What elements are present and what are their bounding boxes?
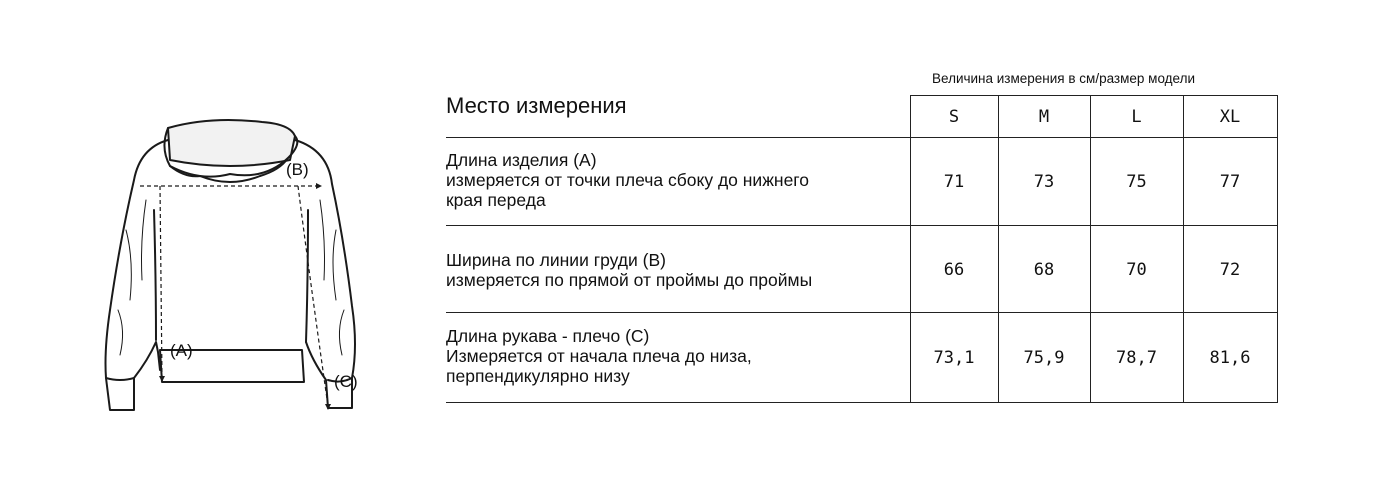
size-header-l: L <box>1131 107 1142 127</box>
cell-value: 78,7 <box>1116 348 1157 368</box>
size-header-m: M <box>1038 107 1050 127</box>
table-divider <box>1277 95 1278 403</box>
row-desc: перпендикулярно низу <box>446 366 630 386</box>
cell-value: 70 <box>1126 260 1147 280</box>
table-caption: Величина измерения в см/размер модели <box>932 71 1196 86</box>
cell-value: 68 <box>1033 260 1055 280</box>
table-divider <box>446 312 1277 313</box>
cell-value: 73,1 <box>933 348 975 368</box>
cell-value: 71 <box>943 172 965 192</box>
place-header: Место измерения <box>446 93 627 118</box>
label-b: (B) <box>286 160 309 179</box>
row-title: Ширина по линии груди (B) <box>446 250 666 270</box>
row-length <box>446 150 896 210</box>
cell-value: 81,6 <box>1209 348 1251 368</box>
row-desc: края переда <box>446 190 546 210</box>
size-header-s: S <box>948 107 960 127</box>
table-divider <box>446 137 1277 138</box>
row-title: Длина изделия (A) <box>446 150 597 170</box>
cell-value: 77 <box>1219 172 1241 192</box>
cell-value: 72 <box>1219 260 1241 280</box>
row-chest-width <box>446 250 896 290</box>
row-title: Длина рукава - плечо (C) <box>446 326 650 346</box>
size-header-xl: XL <box>1219 107 1241 127</box>
row-desc: измеряется от точки плеча сбоку до нижнего <box>446 170 810 190</box>
cell-value: 75 <box>1126 172 1147 192</box>
cell-value: 66 <box>943 260 965 280</box>
label-a: (A) <box>170 341 193 360</box>
row-sleeve-length <box>446 326 896 386</box>
table-divider <box>910 95 1277 96</box>
cell-value: 75,9 <box>1023 348 1065 368</box>
label-c: (C) <box>334 372 358 391</box>
row-desc: измеряется по прямой от проймы до проймы <box>446 270 813 290</box>
row-desc: Измеряется от начала плеча до низа, <box>446 346 752 366</box>
table-divider <box>446 225 1277 226</box>
table-divider <box>446 402 1277 403</box>
cell-value: 73 <box>1033 172 1055 192</box>
